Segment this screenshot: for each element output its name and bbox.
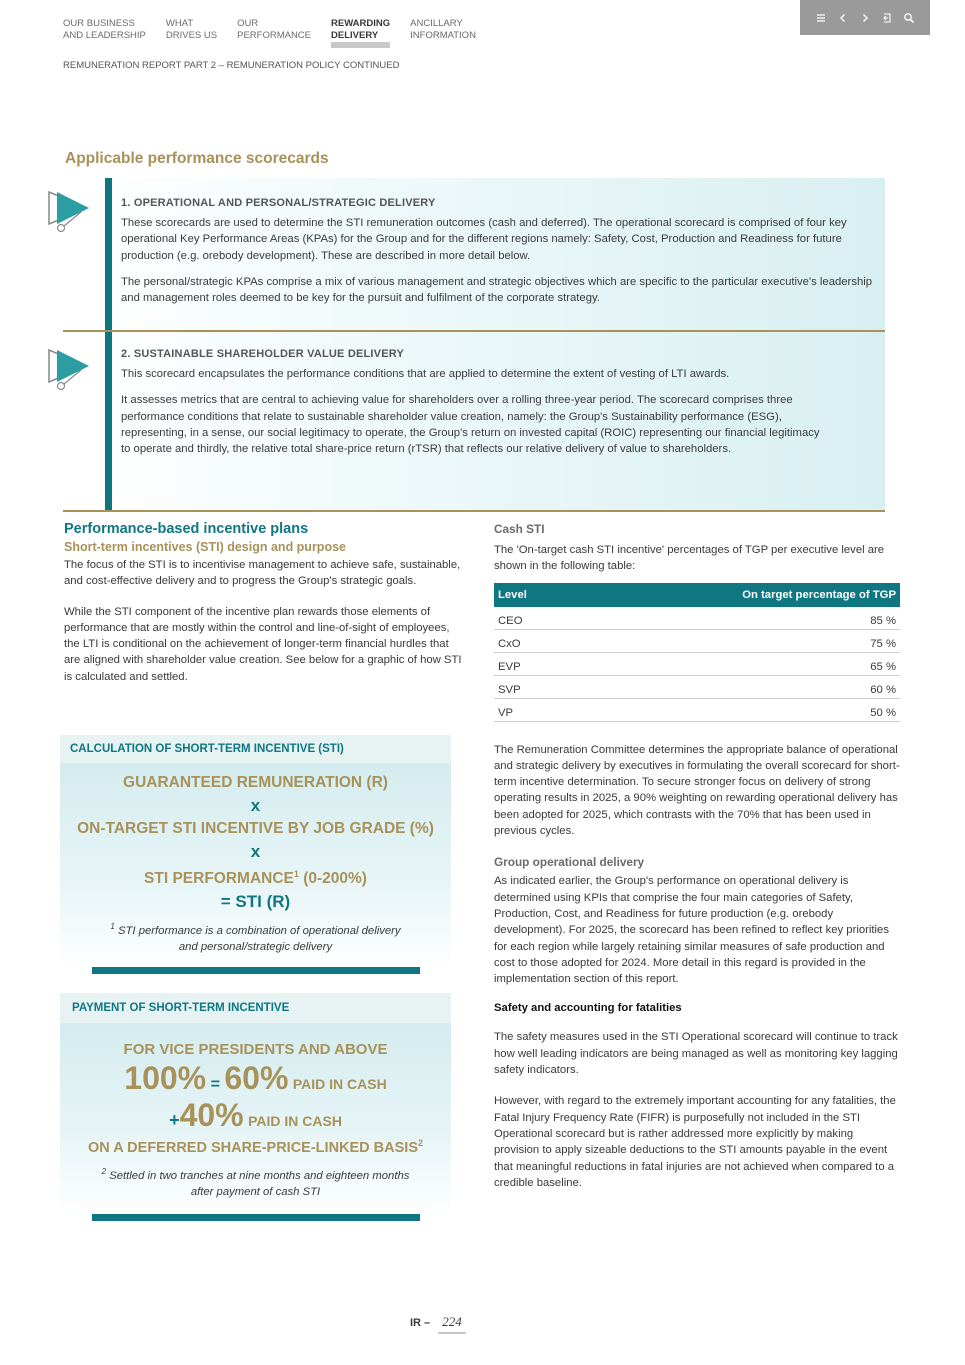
calc-footnote: $^1$ STI performance is a combination of operational delivery and personal/strategic delivery xyxy=(110,922,401,953)
nav-ancillary-information[interactable]: ANCILLARY INFORMATION xyxy=(410,18,476,41)
scorecard-1-para-2: The personal/strategic KPAs comprise a mix of various management and strategic objectives which are specific to the particular executive's leadership and management roles deemed to be key for the pursuit and fulfilment of the corporate strategy. xyxy=(121,275,873,305)
page-footer xyxy=(410,1314,466,1334)
calc-result: = STI (R) xyxy=(220,892,291,912)
nav-rewarding-delivery[interactable]: REWARDING DELIVERY xyxy=(331,18,390,48)
cell-percentage: 50 % xyxy=(569,698,900,721)
scorecard-2-para-1: This scorecard encapsulates the performance conditions that are applied to determine the extent of vesting of LTI awards. xyxy=(121,368,730,380)
scorecard-2-title: 2. SUSTAINABLE SHAREHOLDER VALUE DELIVERY xyxy=(121,348,405,360)
sti-calculation-box xyxy=(60,735,451,974)
cash-sti-intro: The 'On-target cash STI incentive' percentages of TGP per executive level are shown in the following table: xyxy=(494,544,885,573)
col-on-target: On target percentage of TGP xyxy=(569,583,900,607)
calc-multiply-2: x xyxy=(250,842,261,861)
search-icon[interactable] xyxy=(900,9,918,27)
sti-design-heading: Short-term incentives (STI) design and purpose xyxy=(64,540,346,554)
calc-sti-performance: STI PERFORMANCE$^1$ (0-200%) xyxy=(144,869,367,888)
committee-para: The Remuneration Committee determines the appropriate balance of operational and strategic delivery by executives in formulating the overall scorecard for short-term incentive determination. To secure stronger focus on delivery of strong operating results in 2025, a 90% weighting on rewarding operational delivery has been adopted for 2025, which contrasts with the 70% that has been used in previous cycles. xyxy=(494,743,900,838)
sti-payment-title: PAYMENT OF SHORT-TERM INCENTIVE xyxy=(60,993,451,1023)
accent-bar xyxy=(105,332,112,510)
pay-footnote: $^2$ Settled in two tranches at nine months and eighteen months after payment of cash STI xyxy=(101,1166,410,1198)
sti-payment-box xyxy=(60,993,451,1221)
nav-our-performance[interactable]: OUR PERFORMANCE xyxy=(237,18,312,41)
table-header-row xyxy=(494,583,900,607)
page-number: 224 xyxy=(438,1314,466,1334)
nav-what-drives-us[interactable]: WHAT DRIVES US xyxy=(165,18,218,41)
cell-percentage: 85 % xyxy=(569,607,900,630)
cell-percentage: 65 % xyxy=(569,652,900,675)
page-subtitle: REMUNERATION REPORT PART 2 – REMUNERATION POLICY CONTINUED xyxy=(63,60,400,71)
scorecard-panel-1 xyxy=(105,178,885,330)
box-accent-bar xyxy=(92,967,420,974)
table-row xyxy=(494,607,900,630)
cell-level: EVP xyxy=(494,652,569,675)
pay-deferred-line: +40% PAID IN CASH xyxy=(169,1097,342,1133)
scorecard-1-para-1: These scorecards are used to determine the STI remuneration outcomes (cash and deferred). The operational scorecard is comprised of four key operational Key Performance Areas (KPAs) for the Group and for the different regions namely: Safety, Cost, Production and Readiness for future production (e.g. orebody development). These are described in more detail below. xyxy=(121,217,847,262)
calc-guaranteed-remuneration: GUARANTEED REMUNERATION (R) xyxy=(123,774,388,791)
sti-calculation-title: CALCULATION OF SHORT-TERM INCENTIVE (STI) xyxy=(60,735,451,763)
table-row xyxy=(494,675,900,698)
calc-multiply-1: x xyxy=(250,796,261,815)
cell-level: CxO xyxy=(494,629,569,652)
cell-percentage: 60 % xyxy=(569,675,900,698)
toolbar xyxy=(800,0,930,35)
calc-on-target-sti: ON-TARGET STI INCENTIVE BY JOB GRADE (%) xyxy=(77,820,434,837)
menu-icon[interactable] xyxy=(812,9,830,27)
safety-heading: Safety and accounting for fatalities xyxy=(494,1002,682,1015)
arrow-triangle-icon xyxy=(45,346,91,392)
cell-level: SVP xyxy=(494,675,569,698)
cell-level: CEO xyxy=(494,607,569,630)
footer-prefix: IR – xyxy=(410,1317,431,1329)
incentive-plans-heading: Performance-based incentive plans xyxy=(64,521,309,537)
nav-our-business[interactable]: OUR BUSINESS AND LEADERSHIP xyxy=(63,18,146,41)
section-nav xyxy=(63,18,496,48)
scorecard-1-title: 1. OPERATIONAL AND PERSONAL/STRATEGIC DELIVERY xyxy=(121,197,436,209)
scorecard-2-para-2: It assesses metrics that are central to achieving value for shareholders over a rolling three-year period. The scorecard comprises three performance conditions that relate to sustainable shareholder value creation, namely: the Group's Sustainability performance (ESG), representing, in a sense, our social legitimacy to operate, the Group's return on invested capital (ROIC) representing our financial legitimacy to operate and thirdly, the relative total share-price return (rTSR) that reflects our relative delivery of value to shareholders. xyxy=(121,394,820,456)
scorecard-panel-2 xyxy=(105,332,885,510)
left-column xyxy=(64,521,468,685)
tgp-table xyxy=(494,583,900,722)
right-column xyxy=(494,522,900,1191)
col-level: Level xyxy=(494,583,569,607)
pay-cash-line: 100% = 60% PAID IN CASH xyxy=(124,1060,387,1096)
safety-para-1: The safety measures used in the STI Operational scorecard will continue to track how well leading indicators are being managed as well as monitoring key lagging safety indicators. xyxy=(494,1031,898,1077)
box-accent-bar xyxy=(92,1214,420,1221)
table-row xyxy=(494,629,900,652)
table-row xyxy=(494,698,900,721)
accent-bar xyxy=(105,178,112,330)
back-icon[interactable] xyxy=(878,9,896,27)
pay-deferred-basis: ON A DEFERRED SHARE-PRICE-LINKED BASIS$^2$ xyxy=(87,1138,424,1156)
cell-level: VP xyxy=(494,698,569,721)
cash-sti-heading: Cash STI xyxy=(494,522,545,536)
table-row xyxy=(494,652,900,675)
group-operational-para: As indicated earlier, the Group's performance on operational delivery is determined using KPIs that comprise the four main categories of Safety, Production, Cost, and Readiness for future production (e.g. orebody development). For 2025, the scorecard has been refined to reflect key priorities for each region while largely retaining similar measures of safe production and cost to those adopted for 2024. More detail in this regard is provided in the implementation section of this report. xyxy=(494,875,889,986)
safety-para-2: However, with regard to the extremely important accounting for any fatalities, the Fatal Injury Frequency Rate (FIFR) is purposefully not included in the STI Operational scorecard but is rather addressed more explicitly by making provision to apply sizeable deductions to the STI amounts payable in the event that meaningful reductions in fatal injuries are not achieved when compared to a credible baseline. xyxy=(494,1095,896,1189)
cell-percentage: 75 % xyxy=(569,629,900,652)
previous-icon[interactable] xyxy=(834,9,852,27)
sti-component-para: While the STI component of the incentive plan rewards those elements of performance that are mostly within the control and line-of-sight of employees, the LTI is conditional on the achievement of longer-term financial hurdles that are aligned with shareholder value creation. See below for a graphic of how STI is calculated and settled. xyxy=(64,605,462,683)
divider xyxy=(63,510,885,512)
next-icon[interactable] xyxy=(856,9,874,27)
sti-focus-para: The focus of the STI is to incentivise management to achieve safe, sustainable, and cost-effective delivery and to progress the Group's strategic goals. xyxy=(64,559,461,588)
group-operational-heading: Group operational delivery xyxy=(494,855,645,870)
section-heading: Applicable performance scorecards xyxy=(65,150,329,167)
pay-vp-and-above: FOR VICE PRESIDENTS AND ABOVE xyxy=(123,1041,388,1058)
arrow-triangle-icon xyxy=(45,188,91,234)
